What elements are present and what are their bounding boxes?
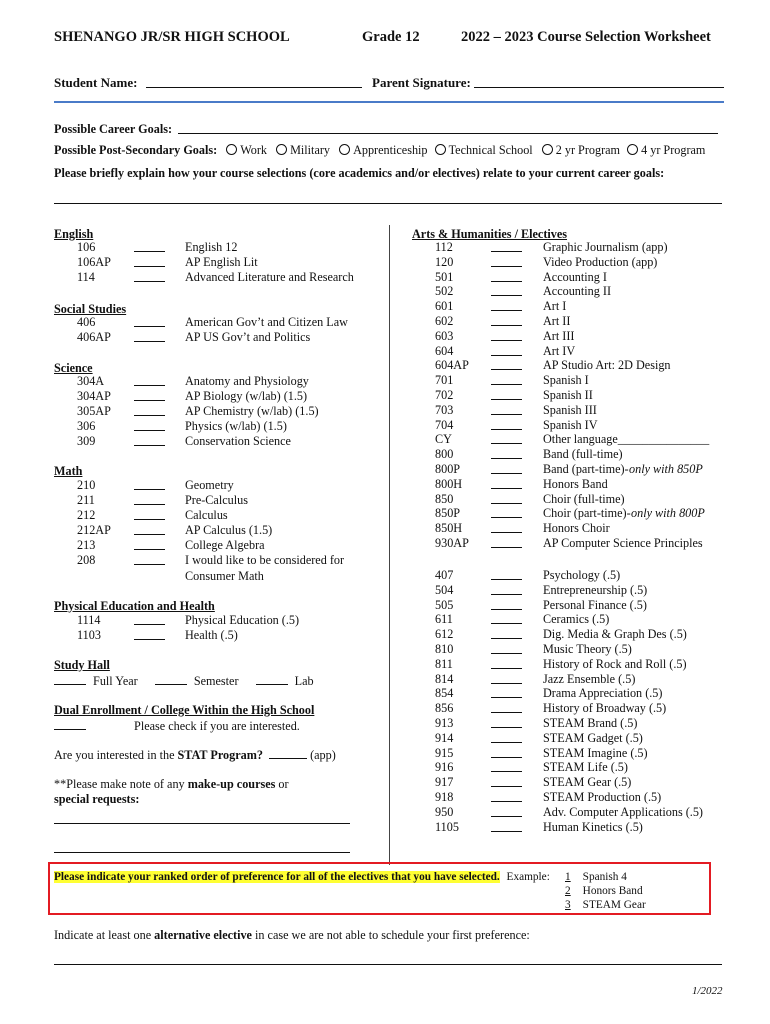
example-1 <box>558 871 627 883</box>
parent-signature-field[interactable] <box>474 87 724 88</box>
course-title: Drama Appreciation (.5) <box>543 686 663 701</box>
course-title: Calculus <box>185 508 228 522</box>
semester-label: Semester <box>193 674 239 688</box>
selection-blank[interactable] <box>134 404 165 416</box>
course-title: STEAM Gadget (.5) <box>543 730 643 745</box>
course-title: STEAM Gear (.5) <box>543 775 632 790</box>
course-title: Jazz Ensemble (.5) <box>543 671 636 686</box>
selection-blank[interactable] <box>491 805 522 817</box>
course-title: Human Kinetics (.5) <box>543 819 643 834</box>
course-code: 703 <box>435 402 454 417</box>
course-code: 601 <box>435 299 454 314</box>
selection-blank[interactable] <box>491 403 522 415</box>
makeup-bold: make-up courses <box>187 777 276 791</box>
science-title: Science <box>54 361 93 375</box>
header-divider <box>54 101 724 103</box>
course-code: 505 <box>435 597 454 612</box>
selection-blank[interactable] <box>491 270 522 282</box>
dual-enrollment-note: Please check if you are interested. <box>134 719 300 733</box>
course-title: Dig. Media & Graph Des (.5) <box>543 627 687 642</box>
course-title: Art IV <box>543 343 576 358</box>
course-title: Geometry <box>185 478 234 492</box>
course-title: Health (.5) <box>185 628 238 642</box>
ranked-instruction <box>54 871 550 883</box>
course-code: 612 <box>435 627 454 642</box>
selection-blank[interactable] <box>491 344 522 356</box>
selection-blank[interactable] <box>491 284 522 296</box>
makeup-line-1[interactable] <box>54 823 350 824</box>
course-title: Ceramics (.5) <box>543 612 610 627</box>
selection-blank[interactable] <box>134 419 165 431</box>
course-title: Graphic Journalism (app) <box>543 240 668 254</box>
study-hall-title: Study Hall <box>54 658 110 672</box>
selection-blank[interactable] <box>491 462 522 474</box>
selection-blank[interactable] <box>491 657 522 669</box>
selection-blank[interactable] <box>134 493 165 505</box>
course-code: 208 <box>77 553 96 567</box>
course-code: 309 <box>77 434 96 448</box>
career-goals-field[interactable] <box>178 133 718 134</box>
course-code: 850 <box>435 491 454 506</box>
makeup-line2: special requests: <box>54 792 140 806</box>
course-code: 800H <box>435 476 463 491</box>
course-code: 917 <box>435 775 454 790</box>
course-title: AP Computer Science Principles <box>543 536 703 550</box>
selection-blank[interactable] <box>491 760 522 772</box>
course-code: 916 <box>435 760 454 775</box>
course-title: Band (full-time) <box>543 447 623 462</box>
selection-blank[interactable] <box>134 553 165 565</box>
school-name: SHENANGO JR/SR HIGH SCHOOL <box>54 29 290 45</box>
selection-blank[interactable] <box>134 270 165 282</box>
selection-blank[interactable] <box>491 612 522 624</box>
selection-blank[interactable] <box>491 521 522 533</box>
course-title: AP US Gov’t and Politics <box>185 330 311 344</box>
course-code: 304A <box>77 374 105 388</box>
alt-pre: Indicate at least one <box>54 928 155 942</box>
course-title: Art II <box>543 314 571 328</box>
selection-blank[interactable] <box>134 255 165 267</box>
selection-blank[interactable] <box>491 418 522 430</box>
selection-blank[interactable] <box>134 315 165 327</box>
selection-blank[interactable] <box>134 330 165 342</box>
example-course-3: STEAM Gear <box>582 899 646 911</box>
course-title: Other language_______________ <box>543 432 710 447</box>
student-name-label: Student Name: <box>54 75 138 90</box>
part-time-note: only with 850P <box>629 462 703 476</box>
stat-pre: Are you interested in the <box>54 748 178 762</box>
selection-blank[interactable] <box>491 716 522 728</box>
course-code: 306 <box>77 419 96 433</box>
makeup-pre: **Please make note of any <box>54 777 188 791</box>
course-title: AP Calculus (1.5) <box>185 523 273 537</box>
selection-blank[interactable] <box>491 477 522 489</box>
course-code: 913 <box>435 716 454 730</box>
alt-bold: alternative elective <box>154 928 252 942</box>
radio-apprenticeship[interactable] <box>339 144 350 155</box>
course-title: College Algebra <box>185 538 265 552</box>
course-code: 914 <box>435 730 454 745</box>
course-code: 850P <box>435 506 461 521</box>
selection-blank[interactable] <box>491 790 522 802</box>
course-code: 112 <box>435 240 453 254</box>
selection-blank[interactable] <box>491 746 522 758</box>
course-title: American Gov’t and Citizen Law <box>185 315 348 329</box>
selection-blank[interactable] <box>134 523 165 535</box>
example-rank-2: 2 <box>565 885 571 897</box>
course-code: 1114 <box>77 613 101 627</box>
selection-blank[interactable] <box>134 478 165 490</box>
course-title: Psychology (.5) <box>543 568 621 582</box>
course-code: 211 <box>77 493 95 507</box>
selection-blank[interactable] <box>491 642 522 654</box>
course-code: 106 <box>77 240 96 254</box>
course-title: History of Rock and Roll (.5) <box>543 656 687 671</box>
course-title: Physics (w/lab) (1.5) <box>185 419 287 433</box>
selection-blank[interactable] <box>491 820 522 832</box>
course-title: Physical Education (.5) <box>185 613 300 627</box>
selection-blank[interactable] <box>491 240 522 252</box>
worksheet-title: 2022 – 2023 Course Selection Worksheet <box>461 29 711 45</box>
selection-blank[interactable] <box>491 701 522 713</box>
course-code: 604AP <box>435 358 469 373</box>
selection-blank[interactable] <box>491 314 522 326</box>
stat-bold: STAT Program? <box>177 748 263 762</box>
selection-blank[interactable] <box>491 506 522 518</box>
course-code: 611 <box>435 612 453 627</box>
course-code: 800P <box>435 462 461 476</box>
course-code: 212 <box>77 508 96 522</box>
course-code: 114 <box>77 270 95 284</box>
radio-work[interactable] <box>226 144 237 155</box>
selection-blank[interactable] <box>491 492 522 504</box>
selection-blank[interactable] <box>134 613 165 625</box>
course-code: 1105 <box>435 819 459 834</box>
selection-blank[interactable] <box>491 373 522 385</box>
course-code: 856 <box>435 701 454 716</box>
option-apprenticeship: Apprenticeship <box>353 143 428 157</box>
postsecondary-goals <box>54 143 705 158</box>
course-title: History of Broadway (.5) <box>543 701 667 716</box>
course-code: 502 <box>435 284 454 299</box>
course-code: 407 <box>435 568 454 582</box>
course-code: 305AP <box>77 404 111 418</box>
selection-blank[interactable] <box>491 388 522 400</box>
alternative-elective-prompt <box>54 928 530 943</box>
course-code: 120 <box>435 254 454 269</box>
course-code: 602 <box>435 314 454 328</box>
course-title: I would like to be considered for <box>185 553 345 567</box>
course-title: AP Biology (w/lab) (1.5) <box>185 389 308 403</box>
course-code: 406AP <box>77 330 111 344</box>
makeup-note <box>54 777 289 807</box>
grade-label: Grade 12 <box>362 29 420 45</box>
course-code: 854 <box>435 686 454 701</box>
course-title: Art III <box>543 328 575 343</box>
example-course-2: Honors Band <box>582 885 643 897</box>
course-title: AP Studio Art: 2D Design <box>543 358 671 373</box>
course-title: STEAM Brand (.5) <box>543 716 638 730</box>
course-code: 501 <box>435 269 454 284</box>
course-title: AP Chemistry (w/lab) (1.5) <box>185 404 319 418</box>
selection-blank[interactable] <box>134 628 165 640</box>
selection-blank[interactable] <box>491 358 522 370</box>
course-code: 810 <box>435 642 454 656</box>
course-code: 1103 <box>77 628 101 642</box>
course-title: Spanish III <box>543 402 597 417</box>
course-code: 604 <box>435 343 454 358</box>
example-rank-3: 3 <box>565 899 571 911</box>
course-title: Pre-Calculus <box>185 493 248 507</box>
career-goals-label: Possible Career Goals: <box>54 122 173 136</box>
course-code: 212AP <box>77 523 111 537</box>
course-code: 213 <box>77 538 96 552</box>
full-year-label: Full Year <box>93 674 138 688</box>
example-label: Example: <box>506 871 550 883</box>
course-title: Music Theory (.5) <box>543 642 632 656</box>
selection-blank[interactable] <box>491 447 522 459</box>
course-code: 915 <box>435 745 454 760</box>
course-title: Art I <box>543 299 567 314</box>
stat-question <box>54 747 336 763</box>
lab-blank[interactable] <box>256 673 288 685</box>
selection-blank[interactable] <box>491 568 522 580</box>
course-code: 930AP <box>435 536 469 550</box>
course-title: Video Production (app) <box>543 254 658 269</box>
math-title: Math <box>54 464 83 478</box>
radio-2yr[interactable] <box>542 144 553 155</box>
footer-date: 1/2022 <box>692 985 723 997</box>
course-title: Anatomy and Physiology <box>185 374 309 388</box>
english-title: English <box>54 227 94 241</box>
course-code: 704 <box>435 417 454 432</box>
selection-blank[interactable] <box>491 583 522 595</box>
course-title: Spanish IV <box>543 417 598 432</box>
selection-blank[interactable] <box>491 329 522 341</box>
selection-blank[interactable] <box>491 432 522 444</box>
student-name-field[interactable] <box>146 87 362 88</box>
course-title: Spanish II <box>543 388 593 402</box>
course-title: English 12 <box>185 240 238 254</box>
selection-blank[interactable] <box>134 434 165 446</box>
course-title: Personal Finance (.5) <box>543 597 647 612</box>
pe-title: Physical Education and Health <box>54 599 215 613</box>
example-rank-1: 1 <box>565 871 571 883</box>
selection-blank[interactable] <box>491 731 522 743</box>
study-hall-options <box>54 673 314 689</box>
example-2 <box>558 885 643 897</box>
radio-military[interactable] <box>276 144 287 155</box>
alternative-elective-field[interactable] <box>54 964 722 965</box>
selection-blank[interactable] <box>134 240 165 252</box>
course-title: Spanish I <box>543 373 589 388</box>
social-studies-title: Social Studies <box>54 302 127 316</box>
course-title: Adv. Computer Applications (.5) <box>543 804 703 819</box>
course-title: Accounting I <box>543 269 607 284</box>
selection-blank[interactable] <box>491 255 522 267</box>
radio-technical-school[interactable] <box>435 144 446 155</box>
selection-blank[interactable] <box>491 627 522 639</box>
selection-blank[interactable] <box>491 299 522 311</box>
course-code: 702 <box>435 388 454 402</box>
course-code: 811 <box>435 656 453 671</box>
option-work: Work <box>240 143 268 157</box>
explain-field[interactable] <box>54 203 722 204</box>
lab-label: Lab <box>294 674 314 688</box>
part-time-note: only with 800P <box>631 506 705 521</box>
course-code: 504 <box>435 582 454 597</box>
course-code: 106AP <box>77 255 111 269</box>
course-title: Honors Band <box>543 476 608 491</box>
course-title: Conservation Science <box>185 434 291 448</box>
radio-4yr[interactable] <box>627 144 638 155</box>
dual-enrollment-blank[interactable] <box>54 718 86 730</box>
example-course-1: Spanish 4 <box>582 871 627 883</box>
course-title: Choir (part-time)- <box>543 506 631 521</box>
column-divider <box>389 225 390 865</box>
course-title: STEAM Life (.5) <box>543 760 628 775</box>
selection-blank[interactable] <box>134 538 165 550</box>
selection-blank[interactable] <box>491 775 522 787</box>
semester-blank[interactable] <box>155 673 187 685</box>
option-2yr: 2 yr Program <box>555 143 621 157</box>
course-code: 918 <box>435 790 454 804</box>
course-title: STEAM Production (.5) <box>543 790 662 804</box>
course-title: Choir (full-time) <box>543 491 625 506</box>
course-code: 701 <box>435 373 454 388</box>
course-title: STEAM Imagine (.5) <box>543 745 648 760</box>
ranked-text: Please indicate your ranked order of preference for all of the electives that you have selected. <box>54 871 500 883</box>
selection-blank[interactable] <box>491 686 522 698</box>
dual-enrollment-row <box>54 718 300 734</box>
dual-enrollment-title: Dual Enrollment / College Within the High School <box>54 703 315 717</box>
selection-blank[interactable] <box>491 536 522 548</box>
course-title: Advanced Literature and Research <box>185 270 354 284</box>
makeup-post: or <box>275 777 289 791</box>
selection-blank[interactable] <box>134 389 165 401</box>
course-title: Entrepreneurship (.5) <box>543 582 648 597</box>
option-military: Military <box>290 143 331 157</box>
course-title: Band (part-time)- <box>543 462 629 476</box>
full-year-blank[interactable] <box>54 673 86 685</box>
course-code: 814 <box>435 671 454 686</box>
selection-blank[interactable] <box>491 672 522 684</box>
makeup-line-2[interactable] <box>54 852 350 853</box>
course-code: 603 <box>435 328 454 343</box>
arts-title: Arts & Humanities / Electives <box>412 227 568 241</box>
course-code: CY <box>435 432 452 447</box>
stat-post: (app) <box>310 748 336 762</box>
selection-blank[interactable] <box>134 374 165 386</box>
course-code: 210 <box>77 478 96 492</box>
math-extra-label: Consumer Math <box>185 569 264 583</box>
example-3 <box>558 899 646 911</box>
course-code: 850H <box>435 521 463 536</box>
course-code: 406 <box>77 315 96 329</box>
alt-post: in case we are not able to schedule your first preference: <box>251 928 530 942</box>
course-code: 304AP <box>77 389 111 403</box>
selection-blank[interactable] <box>134 508 165 520</box>
course-title: Honors Choir <box>543 521 610 536</box>
option-technical-school: Technical School <box>448 143 533 157</box>
course-title: AP English Lit <box>185 255 258 269</box>
course-code: 800 <box>435 447 454 462</box>
postsecondary-label: Possible Post-Secondary Goals: <box>54 143 218 157</box>
explain-prompt: Please briefly explain how your course selections (core academics and/or electives) relate to your current career goals: <box>54 166 665 180</box>
course-code: 950 <box>435 804 454 819</box>
course-title: Accounting II <box>543 284 612 299</box>
parent-signature-label: Parent Signature: <box>372 75 471 90</box>
option-4yr: 4 yr Program <box>641 143 706 157</box>
selection-blank[interactable] <box>491 598 522 610</box>
stat-blank[interactable] <box>269 747 307 759</box>
